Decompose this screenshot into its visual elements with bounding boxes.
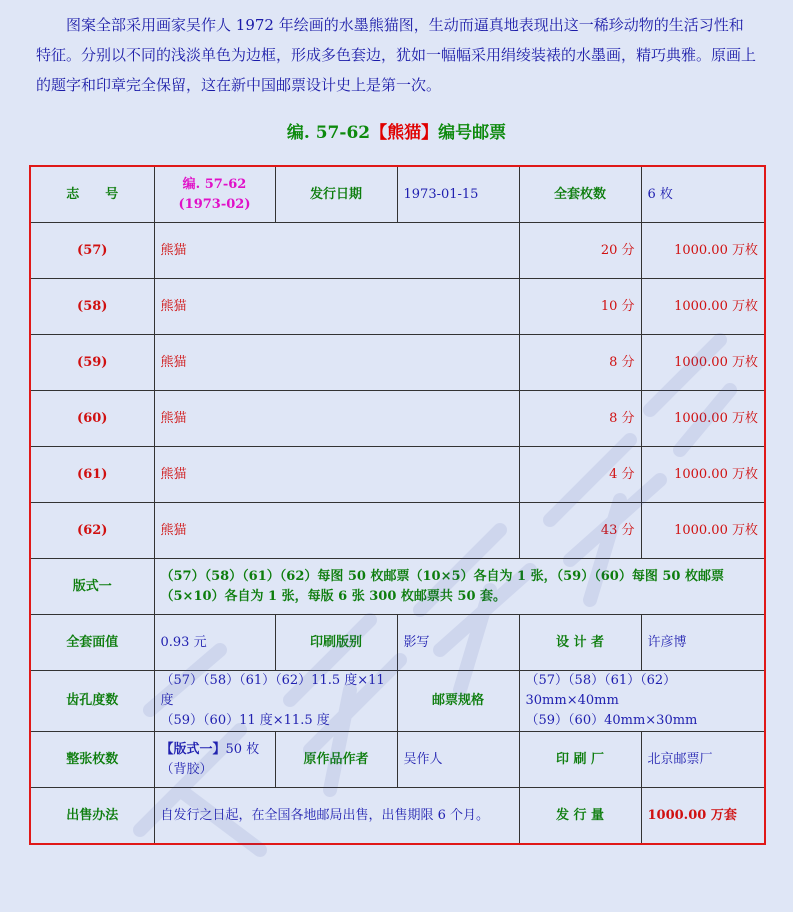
zhihao-label: 志 号 xyxy=(30,166,154,223)
face-value: 0.93 元 xyxy=(154,615,275,671)
size-line-1: （57）（58）（61）（62）30mm×40mm xyxy=(525,673,677,708)
sheet-row xyxy=(30,732,765,788)
perforation-row xyxy=(30,671,765,732)
stamp-face: 10 分 xyxy=(519,279,641,335)
sale-value: 自发行之日起，在全国各地邮局出售，出售期限 6 个月。 xyxy=(154,788,519,845)
author-label: 原作品作者 xyxy=(275,732,397,788)
stamp-name: 熊猫 xyxy=(154,223,519,279)
stamp-name: 熊猫 xyxy=(154,391,519,447)
header-row xyxy=(30,166,765,223)
author-value: 吴作人 xyxy=(397,732,519,788)
perforation-line-1: （57）（58）（61）（62）11.5 度×11 度 xyxy=(160,673,385,708)
perforation-line-2: （59）（60）11 度×11.5 度 xyxy=(160,713,330,728)
sale-label: 出售办法 xyxy=(30,788,154,845)
count-value: 6 枚 xyxy=(641,166,765,223)
stamp-qty: 1000.00 万枚 xyxy=(641,279,765,335)
size-label: 邮票规格 xyxy=(397,671,519,732)
size-line-2: （59）（60）40mm×30mm xyxy=(525,713,698,728)
stamp-face: 4 分 xyxy=(519,447,641,503)
stamp-face: 43 分 xyxy=(519,503,641,559)
stamp-face: 8 分 xyxy=(519,335,641,391)
perforation-label: 齿孔度数 xyxy=(30,671,154,732)
stamp-qty: 1000.00 万枚 xyxy=(641,447,765,503)
stamp-qty: 1000.00 万枚 xyxy=(641,223,765,279)
stamp-no: (59) xyxy=(30,335,154,391)
stamp-face: 20 分 xyxy=(519,223,641,279)
format-row xyxy=(30,559,765,615)
issue-value: 1000.00 万套 xyxy=(641,788,765,845)
issue-label: 发 行 量 xyxy=(519,788,641,845)
factory-value: 北京邮票厂 xyxy=(641,732,765,788)
factory-label: 印 刷 厂 xyxy=(519,732,641,788)
format-label: 版式一 xyxy=(30,559,154,615)
stamp-row xyxy=(30,223,765,279)
stamp-no: (57) xyxy=(30,223,154,279)
stamp-row xyxy=(30,503,765,559)
heading-suffix: 编号邮票 xyxy=(438,123,507,143)
stamp-name: 熊猫 xyxy=(154,503,519,559)
stamp-info-table xyxy=(29,165,766,845)
perforation-value xyxy=(154,671,397,732)
page-heading xyxy=(0,121,793,145)
print-label: 印刷版别 xyxy=(275,615,397,671)
stamp-row xyxy=(30,335,765,391)
sale-row xyxy=(30,788,765,845)
stamp-no: (61) xyxy=(30,447,154,503)
stamp-face: 8 分 xyxy=(519,391,641,447)
stamp-qty: 1000.00 万枚 xyxy=(641,391,765,447)
zhihao-value xyxy=(154,166,275,223)
count-label: 全套枚数 xyxy=(519,166,641,223)
stamp-qty: 1000.00 万枚 xyxy=(641,503,765,559)
date-value: 1973-01-15 xyxy=(397,166,519,223)
sheet-format-tag: 【版式一】 xyxy=(160,741,226,757)
designer-value: 许彦博 xyxy=(641,615,765,671)
stamp-row xyxy=(30,391,765,447)
face-value-label: 全套面值 xyxy=(30,615,154,671)
stamp-no: (62) xyxy=(30,503,154,559)
stamp-name: 熊猫 xyxy=(154,335,519,391)
date-label: 发行日期 xyxy=(275,166,397,223)
zhihao-code: 编. 57-62 xyxy=(182,176,247,192)
stamp-name: 熊猫 xyxy=(154,447,519,503)
stamp-qty: 1000.00 万枚 xyxy=(641,335,765,391)
stamp-row xyxy=(30,279,765,335)
heading-code: 编. 57-62 xyxy=(286,123,371,143)
stamp-no: (58) xyxy=(30,279,154,335)
stamp-row xyxy=(30,447,765,503)
designer-label: 设 计 者 xyxy=(519,615,641,671)
face-value-row xyxy=(30,615,765,671)
heading-name: 【熊猫】 xyxy=(370,123,439,143)
format-value: （57）（58）（61）（62）每图 50 枚邮票（10×5）各自为 1 张，（59）（60）每图 50 枚邮票（5×10）各自为 1 张，每版 6 张 300 枚邮票共 50 套。 xyxy=(154,559,765,615)
sheet-value xyxy=(154,732,275,788)
print-value: 影写 xyxy=(397,615,519,671)
size-value xyxy=(519,671,765,732)
intro-paragraph: 图案全部采用画家吴作人 1972 年绘画的水墨熊猫图，生动而逼真地表现出这一稀珍动物的生活习性和特征。分别以不同的浅淡单色为边框，形成多色套边，犹如一幅幅采用绢绫装裱的水墨画，精巧典雅。原画上的题字和印章完全保留，这在新中国邮票设计史上是第一次。 xyxy=(36,16,757,94)
sheet-format-rest: 50 枚（背胶） xyxy=(160,741,260,777)
stamp-no: (60) xyxy=(30,391,154,447)
sheet-label: 整张枚数 xyxy=(30,732,154,788)
zhihao-year: (1973-02) xyxy=(178,196,251,212)
stamp-name: 熊猫 xyxy=(154,279,519,335)
